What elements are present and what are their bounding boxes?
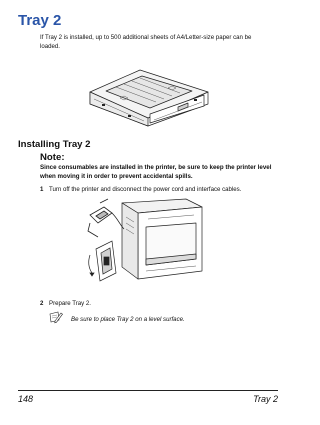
tip-text: Be sure to place Tray 2 on a level surface. (71, 316, 185, 323)
pencil-note-icon (49, 311, 63, 324)
step-1 (40, 186, 280, 196)
step-text: Turn off the printer and disconnect the power cord and interface cables. (49, 186, 242, 193)
note-heading: Note: (40, 152, 65, 163)
section-heading: Installing Tray 2 (18, 139, 91, 150)
note-body: Since consumables are installed in the printer, be sure to keep the printer level when moving it in order to prevent accidental spills. (40, 164, 272, 180)
footer-section-name: Tray 2 (253, 394, 278, 404)
intro-paragraph: If Tray 2 is installed, up to 500 additional sheets of A4/Letter-size paper can be loaded. (40, 34, 252, 50)
step-text: Prepare Tray 2. (49, 300, 91, 307)
tray-2-illustration (84, 62, 214, 128)
step-number: 2 (40, 300, 44, 307)
page-title: Tray 2 (18, 12, 62, 29)
footer-page-number: 148 (18, 394, 34, 404)
step-2 (40, 300, 280, 310)
step-number: 1 (40, 186, 44, 193)
printer-illustration (86, 197, 206, 288)
footer-divider (18, 390, 278, 391)
